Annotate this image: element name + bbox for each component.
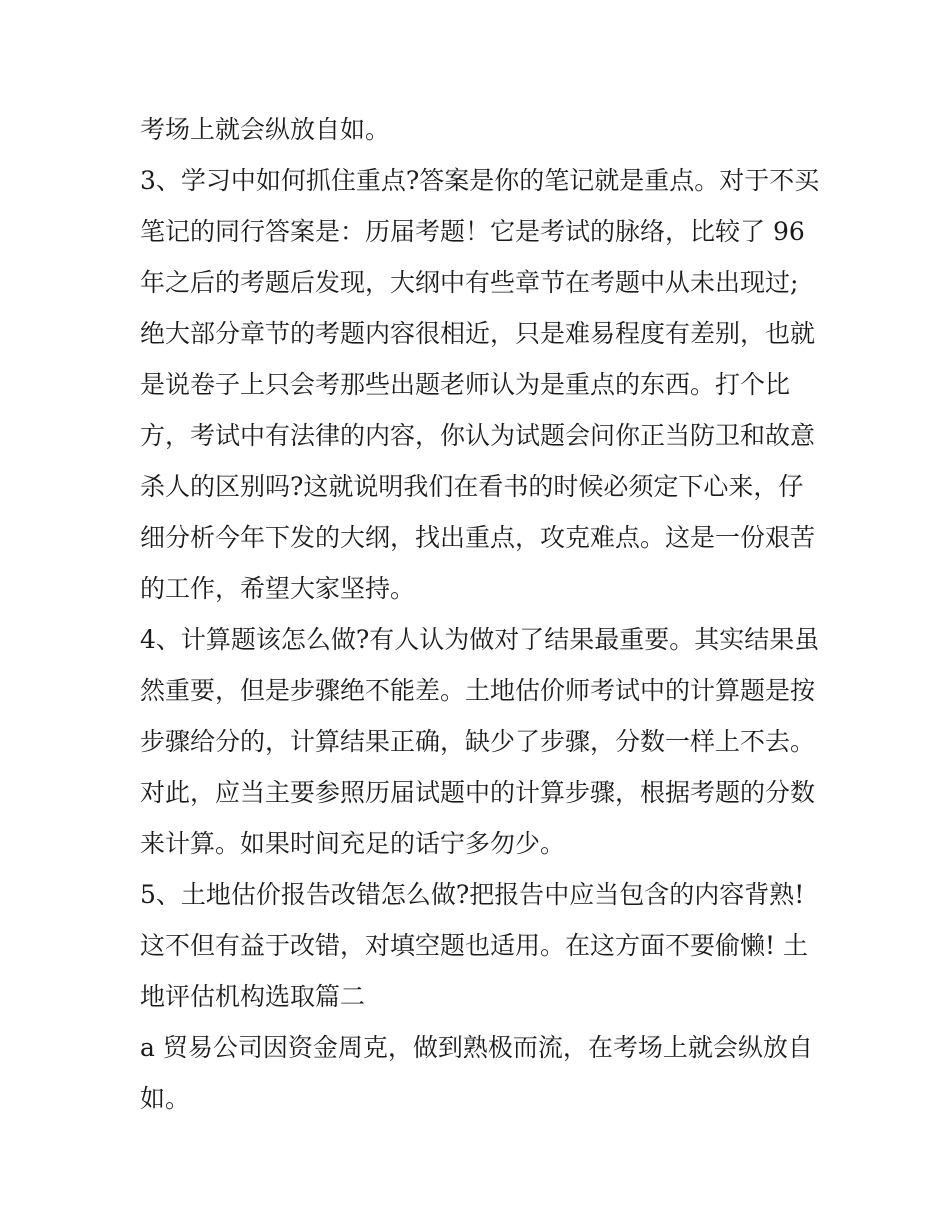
- text-line: 杀人的区别吗?这就说明我们在看书的时候必须定下心来，仔: [140, 472, 804, 501]
- text-line: 4、计算题该怎么做?有人认为做对了结果最重要。其实结果虽: [140, 625, 820, 654]
- text-line: 对此，应当主要参照历届试题中的计算步骤，根据考题的分数: [140, 778, 816, 807]
- text-line: 年之后的考题后发现，大纲中有些章节在考题中从未出现过;: [140, 268, 799, 297]
- paragraph: [140, 869, 820, 1022]
- text-line: 笔记的同行答案是：历届考题！它是考试的脉络，比较了 96: [140, 217, 805, 246]
- text-line: 3、学习中如何抓住重点?答案是你的笔记就是重点。对于不买: [140, 166, 820, 195]
- text-line: 来计算。如果时间充足的话宁多勿少。: [140, 829, 566, 858]
- text-line: 这不但有益于改错，对填空题也适用。在这方面不要偷懒! 土: [140, 931, 808, 960]
- text-line: 如。: [140, 1084, 191, 1113]
- document-body: [140, 104, 820, 1124]
- text-line: 细分析今年下发的大纲，找出重点，攻克难点。这是一份艰苦: [140, 523, 816, 552]
- text-line: 的工作，希望大家坚持。: [140, 574, 416, 603]
- text-line: 是说卷子上只会考那些出题老师认为是重点的东西。打个比: [140, 370, 791, 399]
- text-line: a 贸易公司因资金周克，做到熟极而流，在考场上就会纵放自: [140, 1033, 813, 1062]
- text-line: 5、土地估价报告改错怎么做?把报告中应当包含的内容背熟!: [140, 880, 805, 909]
- text-line: 然重要，但是步骤绝不能差。土地估价师考试中的计算题是按: [140, 676, 816, 705]
- text-line: 绝大部分章节的考题内容很相近，只是难易程度有差别，也就: [140, 319, 816, 348]
- text-line: 地评估机构选取篇二: [140, 982, 366, 1011]
- text-line: 步骤给分的，计算结果正确，缺少了步骤，分数一样上不去。: [140, 727, 816, 756]
- paragraph: [140, 614, 820, 869]
- text-line: 考场上就会纵放自如。: [140, 115, 391, 144]
- text-line: 方，考试中有法律的内容，你认为试题会问你正当防卫和故意: [140, 421, 816, 450]
- paragraph: [140, 1022, 820, 1124]
- paragraph: [140, 155, 820, 614]
- paragraph: [140, 104, 820, 155]
